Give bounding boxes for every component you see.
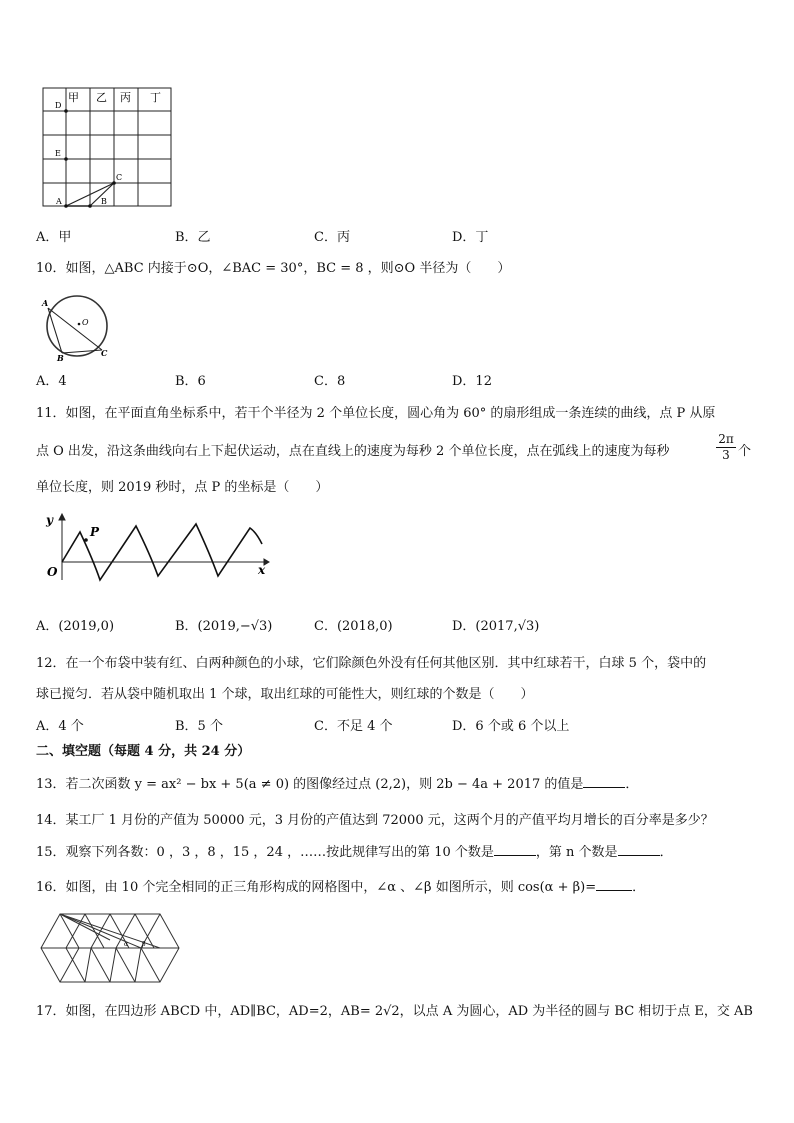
q9-option-c: C．丙 xyxy=(314,230,350,245)
q11-stem-line2: 点 O 出发，沿这条曲线向右上下起伏运动，点在直线上的速度为每秒 2 个单位长度，点在弧线上的速度为每秒 xyxy=(36,444,670,459)
q11-stem-line1: 11．如图，在平面直角坐标系中，若干个半径为 2 个单位长度，圆心角为 60° 的扇形组成一条连续的曲线，点 P 从原 xyxy=(36,406,716,421)
q10-stem: 10．如图，△ABC 内接于⊙O，∠BAC = 30°，BC = 8 ，则⊙O 半径为（ ） xyxy=(36,261,511,276)
q10-option-d: D．12 xyxy=(452,374,492,389)
grid-point-c: C xyxy=(116,173,123,182)
q9-option-d: D．丁 xyxy=(452,230,489,245)
circle-label-c: C xyxy=(101,348,108,358)
q15-answer-blank-1[interactable] xyxy=(494,843,536,856)
triangle-grid-figure xyxy=(38,910,180,986)
q11-stem-line3: 单位长度，则 2019 秒时，点 P 的坐标是（ ） xyxy=(36,480,329,495)
q15-end: ． xyxy=(659,845,673,860)
wave-label-p: P xyxy=(90,525,100,539)
q15-stem: 15．观察下列各数：0 ，3 ，8 ，15 ，24 ，……按此规律写出的第 10 个数是 xyxy=(36,845,494,860)
q16-end: ． xyxy=(632,880,646,895)
q12-option-d: D．6 个或 6 个以上 xyxy=(452,719,570,734)
grid-point-d: D xyxy=(55,101,62,110)
section-heading: 二、填空题（每题 4 分，共 24 分） xyxy=(36,744,251,759)
q9-option-a: A．甲 xyxy=(36,230,72,245)
circle-label-b: B xyxy=(57,353,64,361)
q9-option-b: B．乙 xyxy=(175,230,211,245)
grid-point-a: A xyxy=(56,197,62,206)
wave-label-x: x xyxy=(258,563,266,577)
q11-option-b: B．(2019,−√3) xyxy=(175,619,273,634)
q12-option-c: C．不足 4 个 xyxy=(314,719,393,734)
q16-answer-blank[interactable] xyxy=(596,878,632,891)
q10-option-c: C．8 xyxy=(314,374,346,389)
circle-label-a: A xyxy=(42,298,49,308)
angle-beta-label: β xyxy=(142,941,146,948)
q17-stem: 17．如图，在四边形 ABCD 中，AD∥BC，AD=2，AB= 2√2，以点 A 为圆心，AD 为半径的圆与 BC 相切于点 E，交 AB xyxy=(36,1004,753,1019)
q11-option-c: C．(2018,0) xyxy=(314,619,393,634)
grid-header-yi: 乙 xyxy=(96,91,107,104)
grid-figure xyxy=(40,86,175,210)
wave-label-y: y xyxy=(46,513,53,527)
wave-figure xyxy=(40,510,272,582)
grid-header-bing: 丙 xyxy=(120,91,131,104)
q11-option-a: A．(2019,0) xyxy=(36,619,115,634)
circle-label-o: O xyxy=(82,318,89,327)
wave-label-o: O xyxy=(47,565,58,579)
q10-option-a: A．4 xyxy=(36,374,67,389)
grid-point-e: E xyxy=(55,149,61,158)
q11-fraction-denominator: 3 xyxy=(722,448,730,462)
q11-fraction-numerator: 2π xyxy=(716,432,736,448)
circle-figure xyxy=(38,295,116,361)
q13-end: ． xyxy=(625,777,639,792)
q14-stem: 14．某工厂 1 月份的产值为 50000 元，3 月份的产值达到 72000 元，这两个月的产值平均月增长的百分率是多少？ xyxy=(36,813,714,828)
grid-header-jia: 甲 xyxy=(68,91,79,104)
q11-fraction-tail: 个 xyxy=(738,444,752,459)
grid-point-b: B xyxy=(101,197,107,206)
q16-stem: 16．如图，由 10 个完全相同的正三角形构成的网格图中，∠α 、∠β 如图所示，则 cos(α + β)= xyxy=(36,880,597,895)
grid-header-ding: 丁 xyxy=(150,91,161,104)
q12-stem-line2: 球已搅匀．若从袋中随机取出 1 个球，取出红球的可能性大，则红球的个数是（ ） xyxy=(36,687,534,702)
q13-stem: 13．若二次函数 y = ax² − bx + 5(a ≠ 0) 的图像经过点 (2,2)，则 2b − 4a + 2017 的值是 xyxy=(36,777,584,792)
q11-fraction xyxy=(716,432,736,463)
q11-option-d: D．(2017,√3) xyxy=(452,619,540,634)
angle-alpha-label: α xyxy=(124,941,129,948)
q12-option-b: B．5 个 xyxy=(175,719,223,734)
q15 xyxy=(36,843,673,862)
q13 xyxy=(36,775,638,794)
q12-option-a: A．4 个 xyxy=(36,719,84,734)
q15-answer-blank-2[interactable] xyxy=(618,843,660,856)
q16 xyxy=(36,878,645,897)
q10-option-b: B．6 xyxy=(175,374,206,389)
q13-answer-blank[interactable] xyxy=(583,775,625,788)
q15-mid: ，第 n 个数是 xyxy=(535,845,618,860)
q12-stem-line1: 12．在一个布袋中装有红、白两种颜色的小球，它们除颜色外没有任何其他区别．其中红球若干，白球 5 个，袋中的 xyxy=(36,656,707,671)
